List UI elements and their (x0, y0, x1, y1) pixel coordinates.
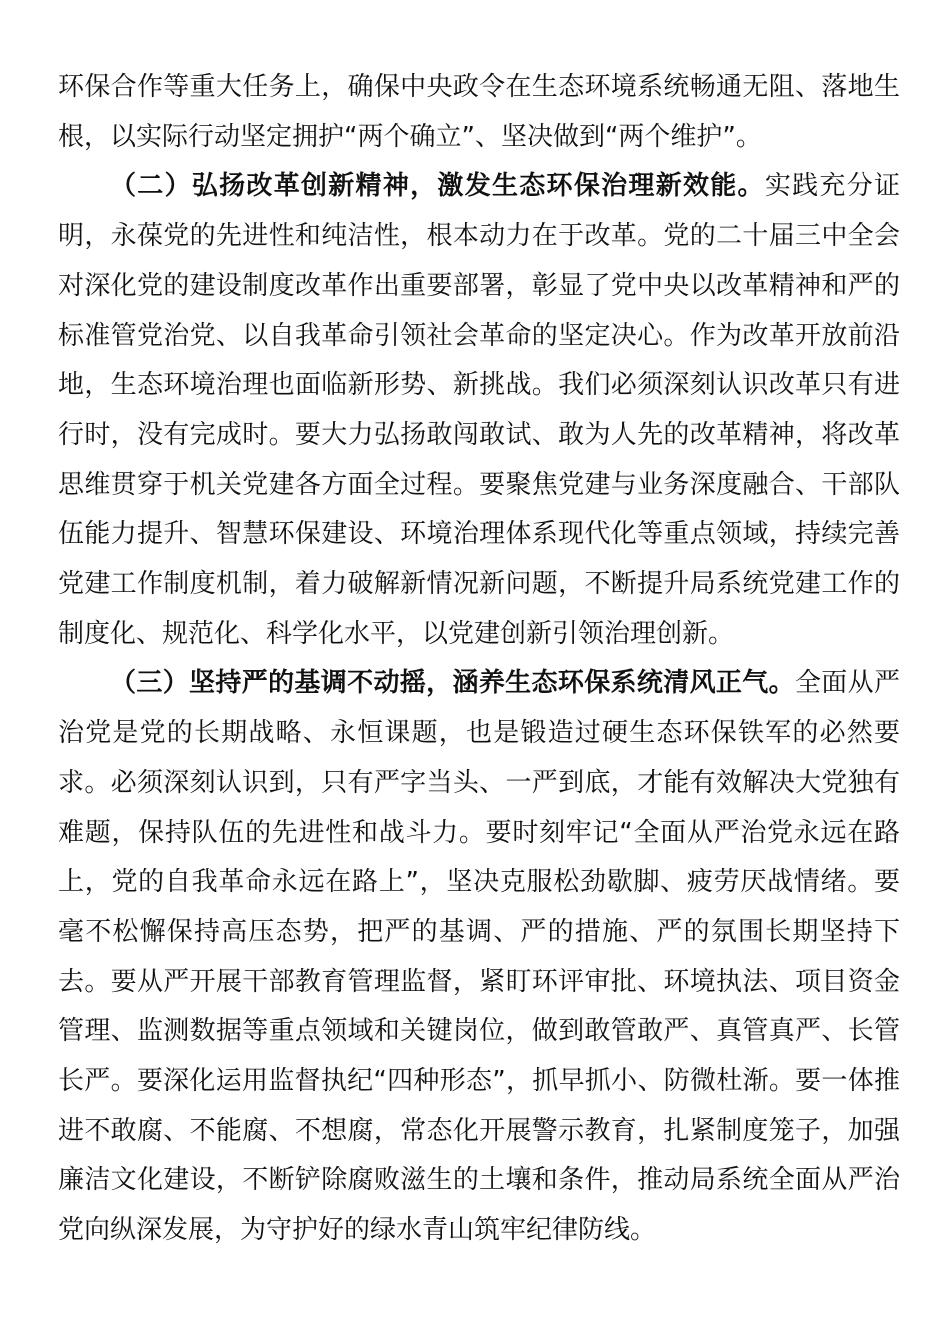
paragraph-body: 实践充分证明，永葆党的先进性和纯洁性，根本动力在于改革。党的二十届三中全会对深化党的建设制度改革作出重要部署，彰显了党中央以改革精神和严的标准管党治党、以自我革命引领社会革命的坚定决心。作为改革开放前沿地，生态环境治理也面临新形势、新挑战。我们必须深刻认识改革只有进行时，没有完成时。要大力弘扬敢闯敢试、敢为人先的改革精神，将改革思维贯穿于机关党建各方面全过程。要聚焦党建与业务深度融合、干部队伍能力提升、智慧环保建设、环境治理体系现代化等重点领域，持续完善党建工作制度机制，着力破解新情况新问题，不断提升局系统党建工作的制度化、规范化、科学化水平，以党建创新引领治理创新。 (58, 171, 900, 649)
paragraph-body: 环保合作等重大任务上，确保中央政令在生态环境系统畅通无阻、落地生根，以实际行动坚定拥护“两个确立”、坚决做到“两个维护”。 (58, 72, 900, 152)
section-heading: （二）弘扬改革创新精神，激发生态环保治理新效能。 (110, 171, 765, 202)
section-heading: （三）坚持严的基调不动摇，涵养生态环保系统清风正气。 (110, 668, 795, 699)
document-page (58, 63, 900, 1256)
paragraph-body: 全面从严治党是党的长期战略、永恒课题，也是锻造过硬生态环保铁军的必然要求。必须深刻认识到，只有严字当头、一严到底，才能有效解决大党独有难题，保持队伍的先进性和战斗力。要时刻牢记“全面从严治党永远在路上，党的自我革命永远在路上”，坚决克服松劲歇脚、疲劳厌战情绪。要毫不松懈保持高压态势，把严的基调、严的措施、严的氛围长期坚持下去。要从严开展干部教育管理监督，紧盯环评审批、环境执法、项目资金管理、监测数据等重点领域和关键岗位，做到敢管敢严、真管真严、长管长严。要深化运用监督执纪“四种形态”，抓早抓小、防微杜渐。要一体推进不敢腐、不能腐、不想腐，常态化开展警示教育，扎紧制度笼子，加强廉洁文化建设，不断铲除腐败滋生的土壤和条件，推动局系统全面从严治党向纵深发展，为守护好的绿水青山筑牢纪律防线。 (58, 668, 900, 1246)
paragraph-section-2 (58, 162, 900, 659)
paragraph-continuation (58, 63, 900, 162)
paragraph-section-3 (58, 659, 900, 1255)
